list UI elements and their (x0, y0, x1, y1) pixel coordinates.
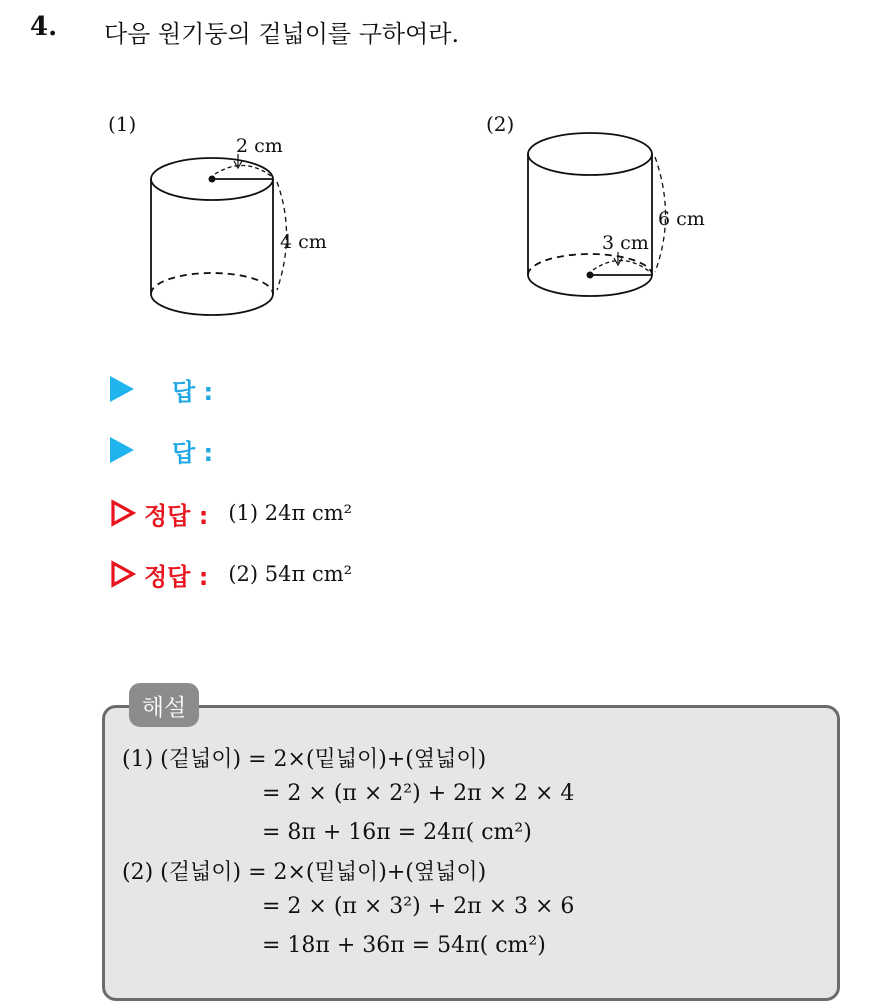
figure-2-label: (2) (486, 112, 515, 136)
answer-label: 답 : (172, 377, 214, 406)
solution-line-2: = 2 × (π × 2²) + 2π × 2 × 4 (262, 781, 575, 806)
figure-1-height-label: 4 cm (280, 231, 327, 253)
correct-answer-label: 정답 : (144, 562, 209, 591)
cylinder-figure-2 (518, 124, 748, 318)
correct-answer-value: (2) 54π cm² (228, 562, 353, 586)
question-text: 다음 원기둥의 겉넓이를 구하여라. (104, 20, 460, 48)
answer-row-1 (110, 372, 213, 406)
answer-row-2 (110, 433, 213, 467)
solution-line-5: = 2 × (π × 3²) + 2π × 3 × 6 (262, 894, 575, 919)
answer-label: 답 : (172, 438, 214, 467)
play-arrow-icon (110, 376, 134, 402)
cylinder-figure-1 (140, 130, 360, 344)
correct-answer-value: (1) 24π cm² (228, 501, 353, 525)
figure-2-height-label: 6 cm (658, 208, 705, 230)
solution-line-3: = 8π + 16π = 24π( cm²) (262, 820, 532, 845)
figure-1-radius-label: 2 cm (236, 135, 283, 157)
solution-tag: 해설 (129, 683, 199, 727)
figure-2-radius-label: 3 cm (602, 232, 649, 254)
outline-arrow-icon (110, 499, 136, 527)
solution-line-6: = 18π + 36π = 54π( cm²) (262, 933, 546, 958)
question-number: 4. (30, 12, 58, 42)
correct-answer-label: 정답 : (144, 501, 209, 530)
figure-1-label: (1) (108, 112, 137, 136)
correct-answer-row-1 (110, 496, 352, 530)
correct-answer-row-2 (110, 557, 352, 591)
solution-line-4: (2) (겉넓이) = 2×(밑넓이)+(옆넓이) (122, 860, 487, 885)
solution-line-1: (1) (겉넓이) = 2×(밑넓이)+(옆넓이) (122, 747, 487, 772)
outline-arrow-icon (110, 560, 136, 588)
play-arrow-icon (110, 437, 134, 463)
